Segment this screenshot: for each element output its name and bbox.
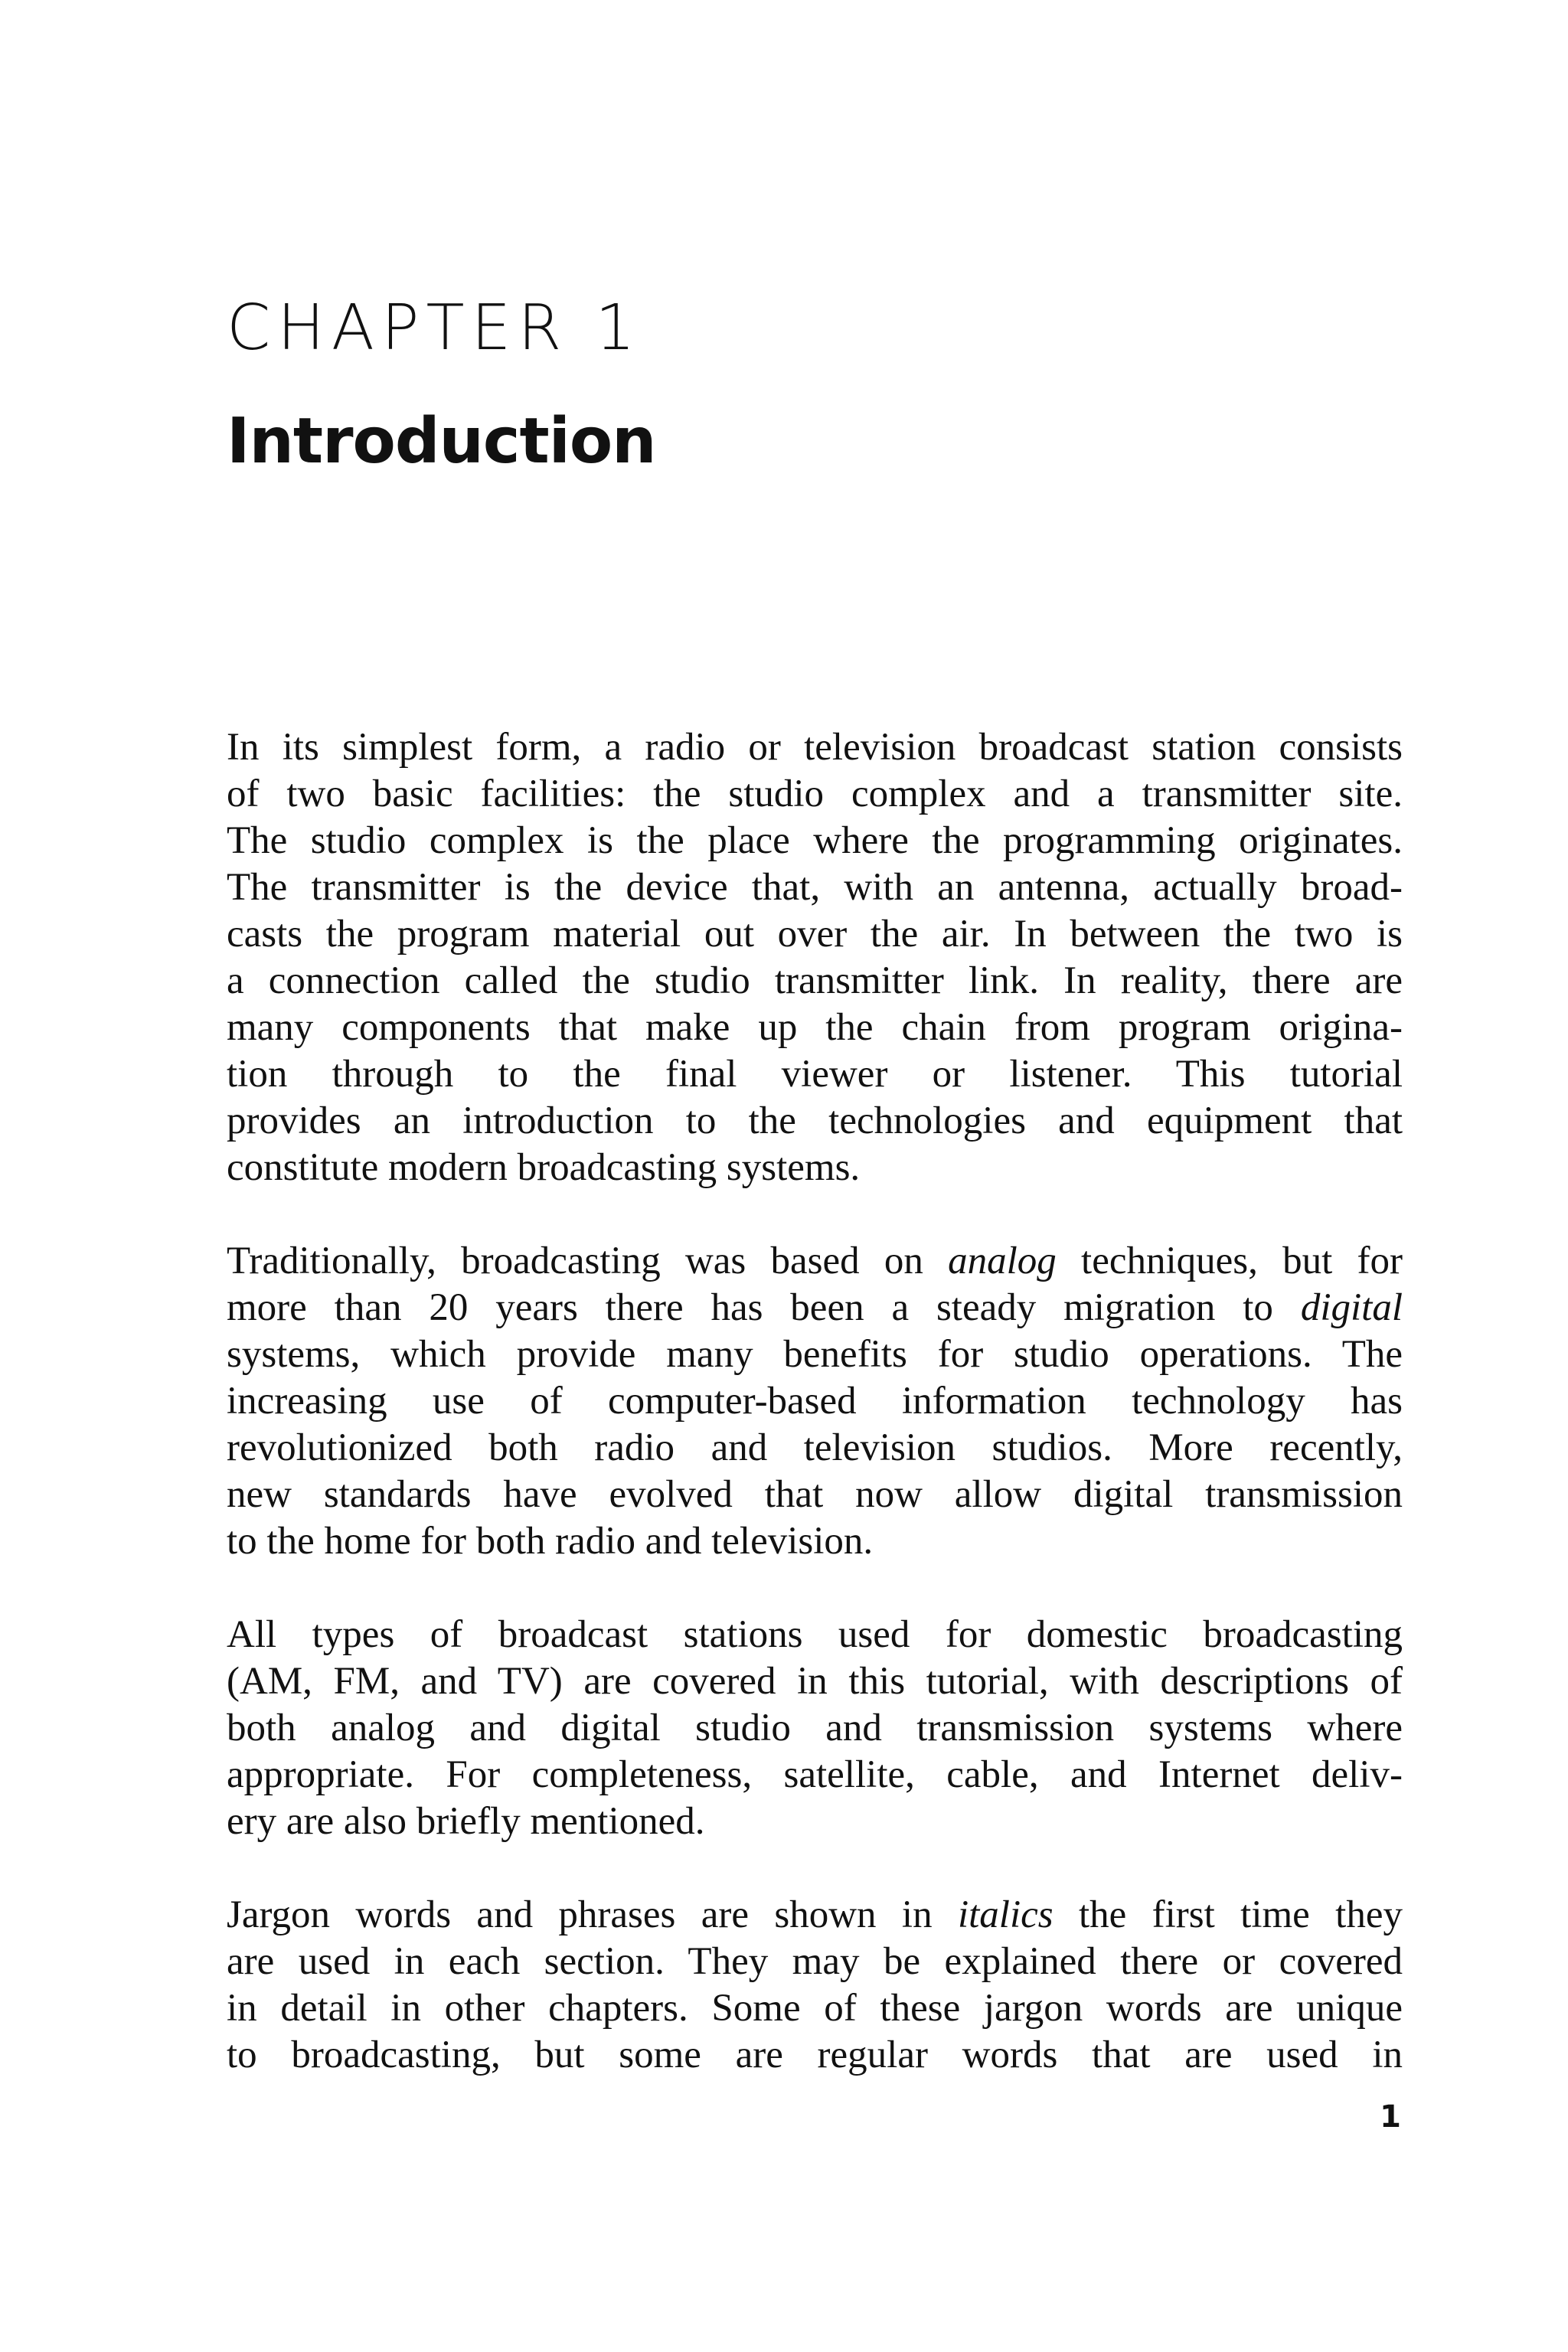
text-line: The studio complex is the place where the programming originates. — [227, 819, 1403, 862]
text-line: new standards have evolved that now allow digital transmission — [227, 1473, 1403, 1516]
italic-term: analog — [948, 1240, 1057, 1282]
text-line: casts the program material out over the air. In between the two is — [227, 913, 1403, 956]
text-line: a connection called the studio transmitter link. In reality, there are — [227, 959, 1403, 1002]
text-span: more than 20 years there has been a steady migration to — [227, 1286, 1301, 1329]
italic-term: italics — [957, 1893, 1054, 1936]
text-line: to broadcasting, but some are regular words that are used in — [227, 2034, 1403, 2076]
page-number: 1 — [1380, 2099, 1401, 2135]
text-line: to the home for both radio and television. — [227, 1520, 874, 1563]
text-line: tion through to the final viewer or listener. This tutorial — [227, 1053, 1403, 1096]
text-line — [227, 1238, 1403, 1285]
text-line: appropriate. For completeness, satellite, cable, and Internet deliv- — [227, 1753, 1403, 1796]
italic-term: digital — [1300, 1286, 1403, 1329]
text-span: Traditionally, broadcasting was based on — [227, 1240, 949, 1282]
chapter-label: CHAPTER 1 — [227, 292, 642, 364]
text-line: many components that make up the chain from program origina- — [227, 1006, 1403, 1049]
paragraph-4 — [227, 1892, 1403, 2079]
chapter-title: Introduction — [227, 405, 656, 478]
text-line: (AM, FM, and TV) are covered in this tutorial, with descriptions of — [227, 1660, 1403, 1703]
text-line: both analog and digital studio and transmission systems where — [227, 1707, 1403, 1749]
text-line: increasing use of computer-based information technology has — [227, 1380, 1403, 1423]
text-line: of two basic facilities: the studio complex and a transmitter site. — [227, 773, 1403, 815]
text-line: All types of broadcast stations used for domestic broadcasting — [227, 1613, 1403, 1656]
text-span: the first time they — [1053, 1893, 1403, 1936]
paragraph-1 — [227, 724, 1403, 1191]
paragraph-2 — [227, 1238, 1403, 1565]
text-line: provides an introduction to the technologies and equipment that — [227, 1099, 1403, 1142]
text-line: In its simplest form, a radio or television broadcast station consists — [227, 726, 1403, 769]
text-line — [227, 1892, 1403, 1939]
text-line: The transmitter is the device that, with an antenna, actually broad- — [227, 866, 1403, 909]
paragraph-3 — [227, 1612, 1403, 1845]
text-line — [227, 1285, 1403, 1331]
text-span: techniques, but for — [1056, 1240, 1403, 1282]
text-line: systems, which provide many benefits for studio operations. The — [227, 1333, 1403, 1376]
text-line: in detail in other chapters. Some of these jargon words are unique — [227, 1987, 1403, 2030]
text-line: are used in each section. They may be explained there or covered — [227, 1940, 1403, 1983]
text-line: revolutionized both radio and television studios. More recently, — [227, 1426, 1403, 1469]
body-text — [227, 724, 1403, 2079]
text-line: constitute modern broadcasting systems. — [227, 1146, 861, 1189]
text-span: Jargon words and phrases are shown in — [227, 1893, 958, 1936]
text-line: ery are also briefly mentioned. — [227, 1800, 705, 1843]
